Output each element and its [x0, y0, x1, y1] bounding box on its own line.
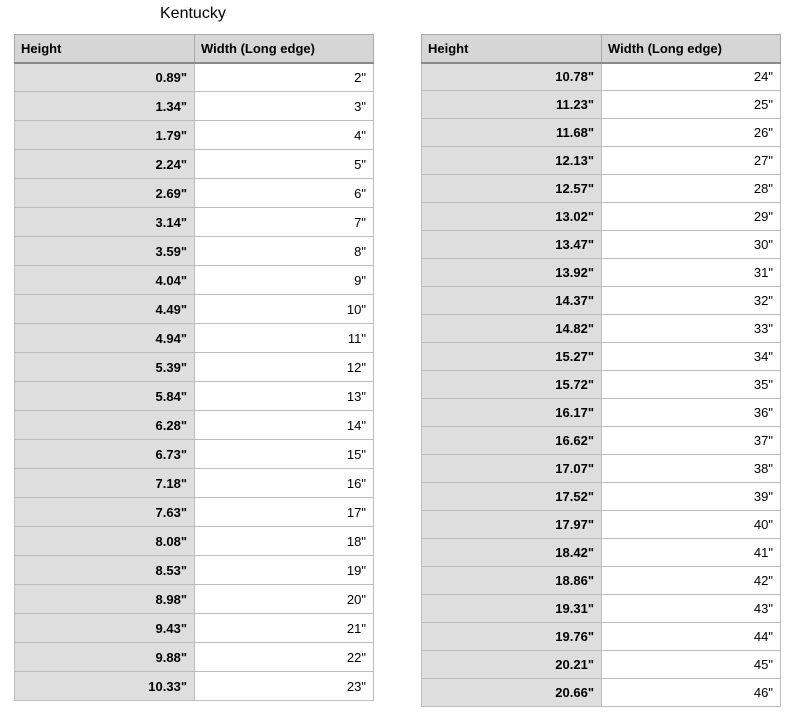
- page-title: Kentucky: [160, 5, 226, 22]
- width-cell: 46": [602, 679, 781, 707]
- width-cell: 13": [195, 382, 374, 411]
- table-row: [15, 411, 374, 440]
- table-row: [422, 119, 781, 147]
- width-cell: 7": [195, 208, 374, 237]
- height-cell: 14.82": [422, 315, 602, 343]
- table-body: [422, 63, 781, 707]
- height-cell: 8.53": [15, 556, 195, 585]
- width-cell: 15": [195, 440, 374, 469]
- height-cell: 17.97": [422, 511, 602, 539]
- width-cell: 4": [195, 121, 374, 150]
- width-cell: 18": [195, 527, 374, 556]
- table-row: [15, 353, 374, 382]
- width-cell: 30": [602, 231, 781, 259]
- width-cell: 23": [195, 672, 374, 701]
- width-cell: 27": [602, 147, 781, 175]
- width-cell: 42": [602, 567, 781, 595]
- height-cell: 17.07": [422, 455, 602, 483]
- height-cell: 10.33": [15, 672, 195, 701]
- width-cell: 3": [195, 92, 374, 121]
- table-row: [422, 315, 781, 343]
- table-row: [422, 455, 781, 483]
- width-cell: 41": [602, 539, 781, 567]
- width-cell: 39": [602, 483, 781, 511]
- height-cell: 16.62": [422, 427, 602, 455]
- width-cell: 21": [195, 614, 374, 643]
- width-column-header: Width (Long edge): [195, 35, 374, 63]
- table-row: [15, 150, 374, 179]
- table-row: [15, 179, 374, 208]
- height-cell: 7.18": [15, 469, 195, 498]
- height-cell: 13.47": [422, 231, 602, 259]
- table-row: [15, 295, 374, 324]
- height-cell: 13.02": [422, 203, 602, 231]
- height-cell: 9.43": [15, 614, 195, 643]
- height-cell: 9.88": [15, 643, 195, 672]
- width-cell: 25": [602, 91, 781, 119]
- height-cell: 1.34": [15, 92, 195, 121]
- table-row: [422, 427, 781, 455]
- height-cell: 20.21": [422, 651, 602, 679]
- table-row: [422, 623, 781, 651]
- width-cell: 5": [195, 150, 374, 179]
- width-cell: 26": [602, 119, 781, 147]
- width-cell: 9": [195, 266, 374, 295]
- height-cell: 18.86": [422, 567, 602, 595]
- height-column-header: Height: [15, 35, 195, 63]
- height-cell: 12.13": [422, 147, 602, 175]
- width-cell: 17": [195, 498, 374, 527]
- table-row: [422, 511, 781, 539]
- height-cell: 13.92": [422, 259, 602, 287]
- height-cell: 14.37": [422, 287, 602, 315]
- height-cell: 5.39": [15, 353, 195, 382]
- height-cell: 11.23": [422, 91, 602, 119]
- height-cell: 0.89": [15, 63, 195, 92]
- height-cell: 10.78": [422, 63, 602, 91]
- height-cell: 17.52": [422, 483, 602, 511]
- width-cell: 16": [195, 469, 374, 498]
- table-row: [15, 614, 374, 643]
- table-row: [422, 399, 781, 427]
- table-body: [15, 63, 374, 701]
- table-row: [422, 483, 781, 511]
- table-row: [422, 287, 781, 315]
- table-row: [15, 556, 374, 585]
- table-row: [15, 498, 374, 527]
- table-row: [15, 324, 374, 353]
- table-row: [15, 63, 374, 92]
- table-row: [422, 63, 781, 91]
- table-row: [422, 91, 781, 119]
- height-cell: 6.73": [15, 440, 195, 469]
- height-cell: 18.42": [422, 539, 602, 567]
- height-cell: 5.84": [15, 382, 195, 411]
- height-cell: 4.04": [15, 266, 195, 295]
- width-cell: 20": [195, 585, 374, 614]
- table-row: [15, 92, 374, 121]
- table-row: [15, 527, 374, 556]
- table-row: [422, 175, 781, 203]
- table-row: [15, 643, 374, 672]
- height-cell: 19.31": [422, 595, 602, 623]
- height-cell: 19.76": [422, 623, 602, 651]
- height-cell: 16.17": [422, 399, 602, 427]
- height-cell: 4.94": [15, 324, 195, 353]
- width-cell: 35": [602, 371, 781, 399]
- width-cell: 8": [195, 237, 374, 266]
- table-header-row: [15, 35, 374, 63]
- height-cell: 8.08": [15, 527, 195, 556]
- table-row: [422, 371, 781, 399]
- table-row: [15, 672, 374, 701]
- table-row: [422, 343, 781, 371]
- height-cell: 2.24": [15, 150, 195, 179]
- width-cell: 22": [195, 643, 374, 672]
- width-cell: 37": [602, 427, 781, 455]
- table-row: [15, 382, 374, 411]
- height-cell: 12.57": [422, 175, 602, 203]
- width-cell: 33": [602, 315, 781, 343]
- table-row: [422, 147, 781, 175]
- width-cell: 36": [602, 399, 781, 427]
- height-cell: 15.72": [422, 371, 602, 399]
- height-cell: 11.68": [422, 119, 602, 147]
- width-cell: 43": [602, 595, 781, 623]
- width-cell: 10": [195, 295, 374, 324]
- table-row: [422, 567, 781, 595]
- width-cell: 12": [195, 353, 374, 382]
- table-row: [422, 231, 781, 259]
- width-cell: 28": [602, 175, 781, 203]
- width-cell: 24": [602, 63, 781, 91]
- table-row: [422, 539, 781, 567]
- width-cell: 2": [195, 63, 374, 92]
- table-header-row: [422, 35, 781, 63]
- width-cell: 29": [602, 203, 781, 231]
- height-cell: 4.49": [15, 295, 195, 324]
- width-cell: 11": [195, 324, 374, 353]
- height-cell: 3.14": [15, 208, 195, 237]
- table-row: [422, 259, 781, 287]
- height-cell: 2.69": [15, 179, 195, 208]
- table-row: [15, 266, 374, 295]
- width-cell: 6": [195, 179, 374, 208]
- height-cell: 15.27": [422, 343, 602, 371]
- table-row: [422, 651, 781, 679]
- width-cell: 45": [602, 651, 781, 679]
- table-row: [15, 585, 374, 614]
- width-cell: 31": [602, 259, 781, 287]
- width-cell: 44": [602, 623, 781, 651]
- table-row: [15, 121, 374, 150]
- height-cell: 6.28": [15, 411, 195, 440]
- height-column-header: Height: [422, 35, 602, 63]
- height-cell: 3.59": [15, 237, 195, 266]
- height-cell: 8.98": [15, 585, 195, 614]
- height-cell: 1.79": [15, 121, 195, 150]
- height-cell: 7.63": [15, 498, 195, 527]
- width-cell: 40": [602, 511, 781, 539]
- table-row: [422, 595, 781, 623]
- width-cell: 34": [602, 343, 781, 371]
- width-column-header: Width (Long edge): [602, 35, 781, 63]
- table-row: [15, 208, 374, 237]
- size-table-left: [14, 34, 374, 701]
- width-cell: 19": [195, 556, 374, 585]
- table-row: [422, 679, 781, 707]
- table-row: [15, 469, 374, 498]
- size-table-right: [421, 34, 781, 707]
- width-cell: 38": [602, 455, 781, 483]
- table-row: [15, 440, 374, 469]
- table-row: [15, 237, 374, 266]
- width-cell: 14": [195, 411, 374, 440]
- height-cell: 20.66": [422, 679, 602, 707]
- table-row: [422, 203, 781, 231]
- width-cell: 32": [602, 287, 781, 315]
